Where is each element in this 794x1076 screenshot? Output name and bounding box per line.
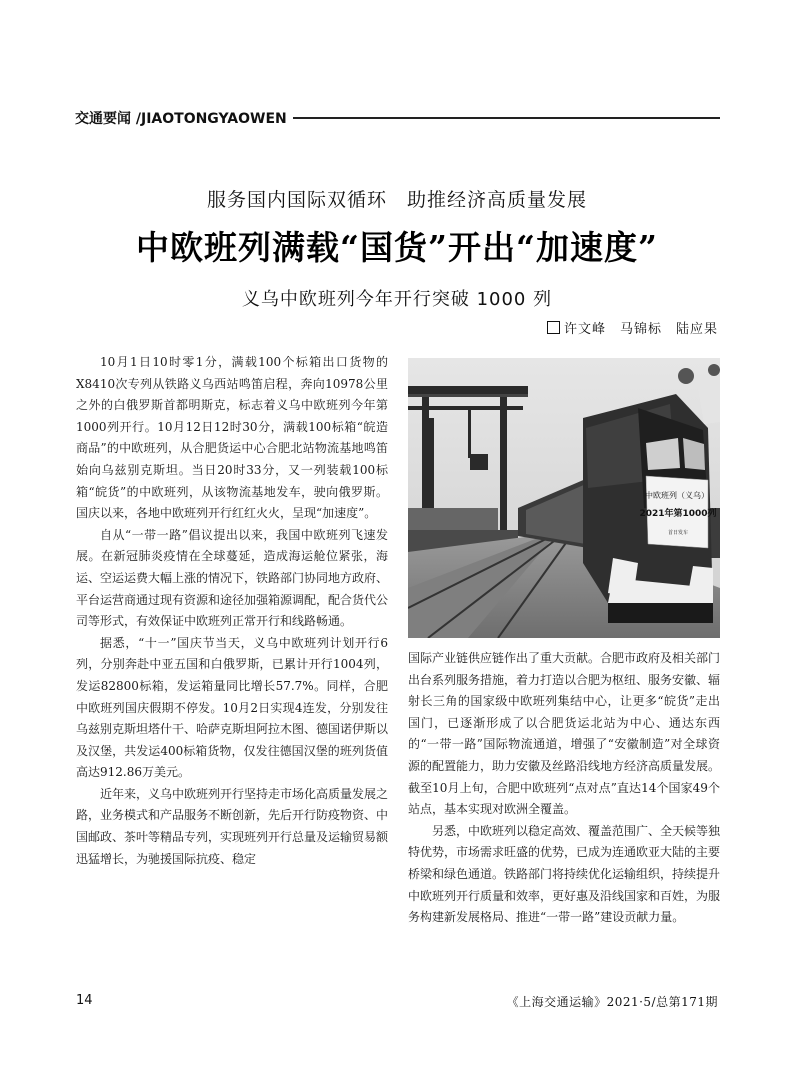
section-label: 交通要闻 /JIAOTONGYAOWEN (75, 111, 287, 127)
article-title: 中欧班列满载“国货”开出“加速度” (136, 228, 658, 267)
article-authors (547, 318, 718, 337)
paragraph-continuation: 国际产业链供应链作出了重大贡献。合肥市政府及相关部门出台系列服务措施，着力打造以合肥为枢纽、服务安徽、辐射长三角的国家级中欧班列集结中心，让更多“皖货”走出国门，已逐渐形成了以合肥货运北站为中心、通达东西的“一带一路”国际物流通道，增强了“安徽制造”对全球资源的配置能力，助力安徽及丝路沿线地方经济高质量发展。截至10月上旬，合肥中欧班列“点对点”直达14个国家49个站点，基本实现对欧洲全覆盖。 (408, 651, 721, 817)
paragraph: 近年来，义乌中欧班列开行坚持走市场化高质量发展之路，业务模式和产品服务不断创新，先后开行防疫物资、中国邮政、茶叶等精品专列，实现班列开行总量及运输贸易额迅猛增长，为驰援国际抗疫、稳定 (76, 786, 389, 866)
journal-info: 《上海交通运输》2021·5/总第171期 (506, 995, 718, 1009)
header-rule (293, 117, 720, 119)
train-photo-illustration (408, 358, 720, 638)
train-photo (408, 358, 720, 638)
banner-line2: 2021年第1000列 (639, 509, 717, 519)
paragraph: 据悉，“十一”国庆节当天，义乌中欧班列计划开行6列，分别奔赴中亚五国和白俄罗斯，已累计开行1004列，发运82800标箱，发运箱量同比增长57.7%。同样，合肥中欧班列国庆假期不停发。10月2日实现4连发，分别发往乌兹别克斯坦塔什干、哈萨克斯坦阿拉木图、德国诺伊斯以及汉堡，共发运400标箱货物，仅发往德国汉堡的班列货值高达912.86万美元。 (76, 635, 389, 780)
paragraph: 另悉，中欧班列以稳定高效、覆盖范围广、全天候等独特优势，市场需求旺盛的优势，已成为连通欧亚大陆的主要桥梁和绿色通道。铁路部门将持续优化运输组织，持续提升中欧班列开行质量和效率，更好惠及沿线国家和百姓，为服务构建新发展格局、推进“一带一路”建设贡献力量。 (408, 823, 721, 925)
page-number: 14 (76, 993, 93, 1008)
right-column (408, 648, 720, 929)
author-names: 许文峰 马锦标 陆应果 (563, 322, 718, 337)
left-column (76, 352, 388, 870)
banner-line1: 中欧班列（义乌） (645, 491, 709, 500)
article-sub-title: 义乌中欧班列今年开行突破 1000 列 (241, 289, 553, 310)
article-pre-title: 服务国内国际双循环 助推经济高质量发展 (206, 189, 587, 211)
paragraph: 自从“一带一路”倡议提出以来，我国中欧班列飞速发展。在新冠肺炎疫情在全球蔓延，造成海运舱位紧张，海运、空运运费大幅上涨的情况下，铁路部门协同地方政府、平台运营商通过现有资源和途径加强箱源调配，配合货代公司等形式，有效保证中欧班列正常开行和线路畅通。 (76, 527, 389, 629)
paragraph: 10月1日10时零1分，满载100个标箱出口货物的X8410次专列从铁路义乌西站鸣笛启程，奔向10978公里之外的白俄罗斯首都明斯克，标志着义乌中欧班列今年第1000列开行。10月12日12时30分，满载100标箱“皖造商品”的中欧班列，从合肥货运中心合肥北站物流基地鸣笛始向乌兹别克斯坦。当日20时33分，又一列装载100标箱“皖货”的中欧班列，从该物流基地发车，驶向俄罗斯。国庆以来，各地中欧班列开行红红火火，呈现“加速度”。 (76, 355, 388, 521)
author-square-icon (547, 321, 560, 334)
banner-line3: 首日发车 (667, 530, 689, 536)
section-header (75, 108, 720, 128)
